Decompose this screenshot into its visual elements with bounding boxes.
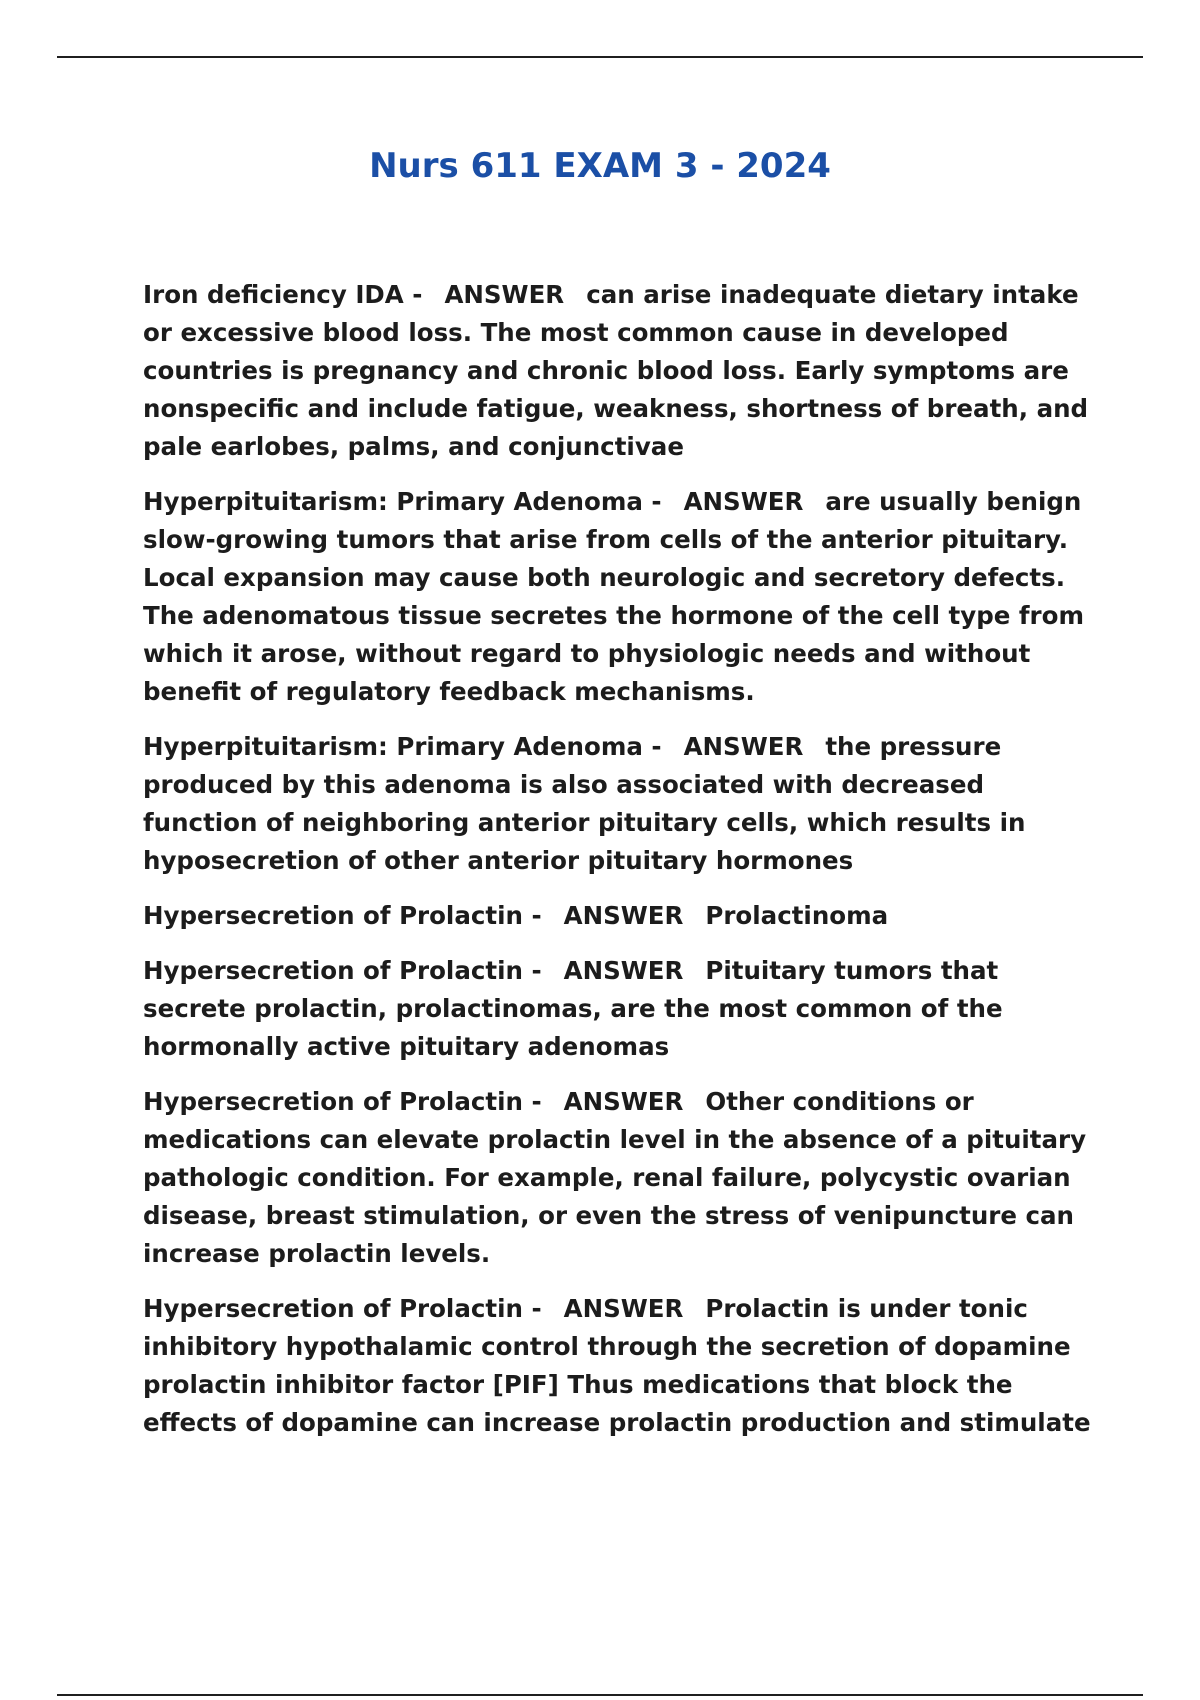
top-rule — [57, 56, 1143, 58]
answer-label: ANSWER — [563, 901, 684, 930]
flashcard — [143, 483, 1093, 711]
page-title: Nurs 611 EXAM 3 - 2024 — [369, 146, 831, 186]
card-answer: can arise inadequate dietary intake or excessive blood loss. The most common cause in developed countries is pregnancy and chronic blood loss. Early symptoms are nonspecific and include fatigue, weakness, shortness of breath, and pale earlobes, palms, and conjunctivae — [143, 280, 1089, 461]
flashcard-list — [143, 276, 1093, 1459]
card-term: Hypersecretion of Prolactin - — [143, 901, 542, 930]
card-answer: are usually benign slow-growing tumors that arise from cells of the anterior pituitary. Local expansion may cause both neurologic and secretory defects. The adenomatous tissue secretes the hormone of the cell type from which it arose, without regard to physiologic needs and without benefit of regulatory feedback mechanisms. — [143, 487, 1085, 706]
flashcard — [143, 952, 1093, 1066]
card-answer: the pressure produced by this adenoma is also associated with decreased function of neighboring anterior pituitary cells, which results in hyposecretion of other anterior pituitary hormones — [143, 732, 1026, 875]
flashcard — [143, 276, 1093, 466]
answer-label: ANSWER — [683, 487, 804, 516]
flashcard — [143, 1083, 1093, 1273]
card-term: Hyperpituitarism: Primary Adenoma - — [143, 732, 662, 761]
card-answer: Other conditions or medications can elevate prolactin level in the absence of a pituitary pathologic condition. For example, renal failure, polycystic ovarian disease, breast stimulation, or even the stress of venipuncture can increase prolactin levels. — [143, 1087, 1087, 1268]
card-term: Hypersecretion of Prolactin - — [143, 1087, 542, 1116]
card-term: Hypersecretion of Prolactin - — [143, 1294, 542, 1323]
card-answer: Pituitary tumors that secrete prolactin, prolactinomas, are the most common of the hormonally active pituitary adenomas — [143, 956, 1003, 1061]
bottom-rule — [57, 1694, 1143, 1696]
flashcard — [143, 897, 1093, 935]
answer-label: ANSWER — [563, 1087, 684, 1116]
card-answer: Prolactinoma — [705, 901, 889, 930]
card-term: Hypersecretion of Prolactin - — [143, 956, 542, 985]
answer-label: ANSWER — [444, 280, 565, 309]
flashcard — [143, 1290, 1093, 1442]
answer-label: ANSWER — [563, 956, 684, 985]
card-answer: Prolactin is under tonic inhibitory hypothalamic control through the secretion of dopamine prolactin inhibitor factor [PIF] Thus medications that block the effects of dopamine can increase prolactin production and stimulate — [143, 1294, 1091, 1437]
flashcard — [143, 728, 1093, 880]
card-term: Hyperpituitarism: Primary Adenoma - — [143, 487, 662, 516]
answer-label: ANSWER — [683, 732, 804, 761]
answer-label: ANSWER — [563, 1294, 684, 1323]
card-term: Iron deficiency IDA - — [143, 280, 423, 309]
